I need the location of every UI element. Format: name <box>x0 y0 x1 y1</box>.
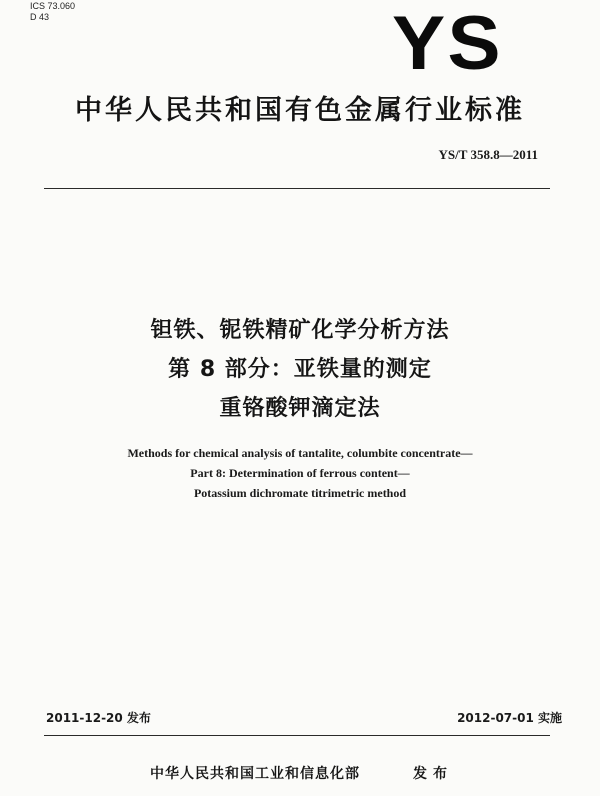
standard-number: YS/T 358.8—2011 <box>438 147 538 162</box>
title-en-line2: Part 8: Determination of ferrous content— <box>190 466 410 480</box>
implementation-date: 2012-07-01 实施 <box>457 711 562 725</box>
title-en-line3: Potassium dichromate titrimetric method <box>193 486 407 500</box>
publisher-name: 中华人民共和国工业和信息化部 <box>150 766 360 782</box>
title-cn-line3: 重铬酸钾滴定法 <box>219 396 381 421</box>
publish-label: 发布 <box>413 766 453 782</box>
ys-logo: YS <box>392 1 503 86</box>
title-cn-line2: 第 8 部分：亚铁量的测定 <box>168 357 432 382</box>
standard-category-title: 中华人民共和国有色金属行业标准 <box>75 95 525 126</box>
ics-code: ICS 73.060 <box>30 1 76 11</box>
bottom-divider <box>44 735 550 736</box>
top-divider <box>44 188 550 189</box>
title-en-line1: Methods for chemical analysis of tantalite, columbite concentrate— <box>127 446 473 460</box>
issue-date: 2011-12-20 发布 <box>46 711 151 725</box>
title-cn-line1: 钽铁、铌铁精矿化学分析方法 <box>150 318 450 343</box>
classification-codes <box>30 1 75 23</box>
ccs-code: D 43 <box>30 12 50 22</box>
